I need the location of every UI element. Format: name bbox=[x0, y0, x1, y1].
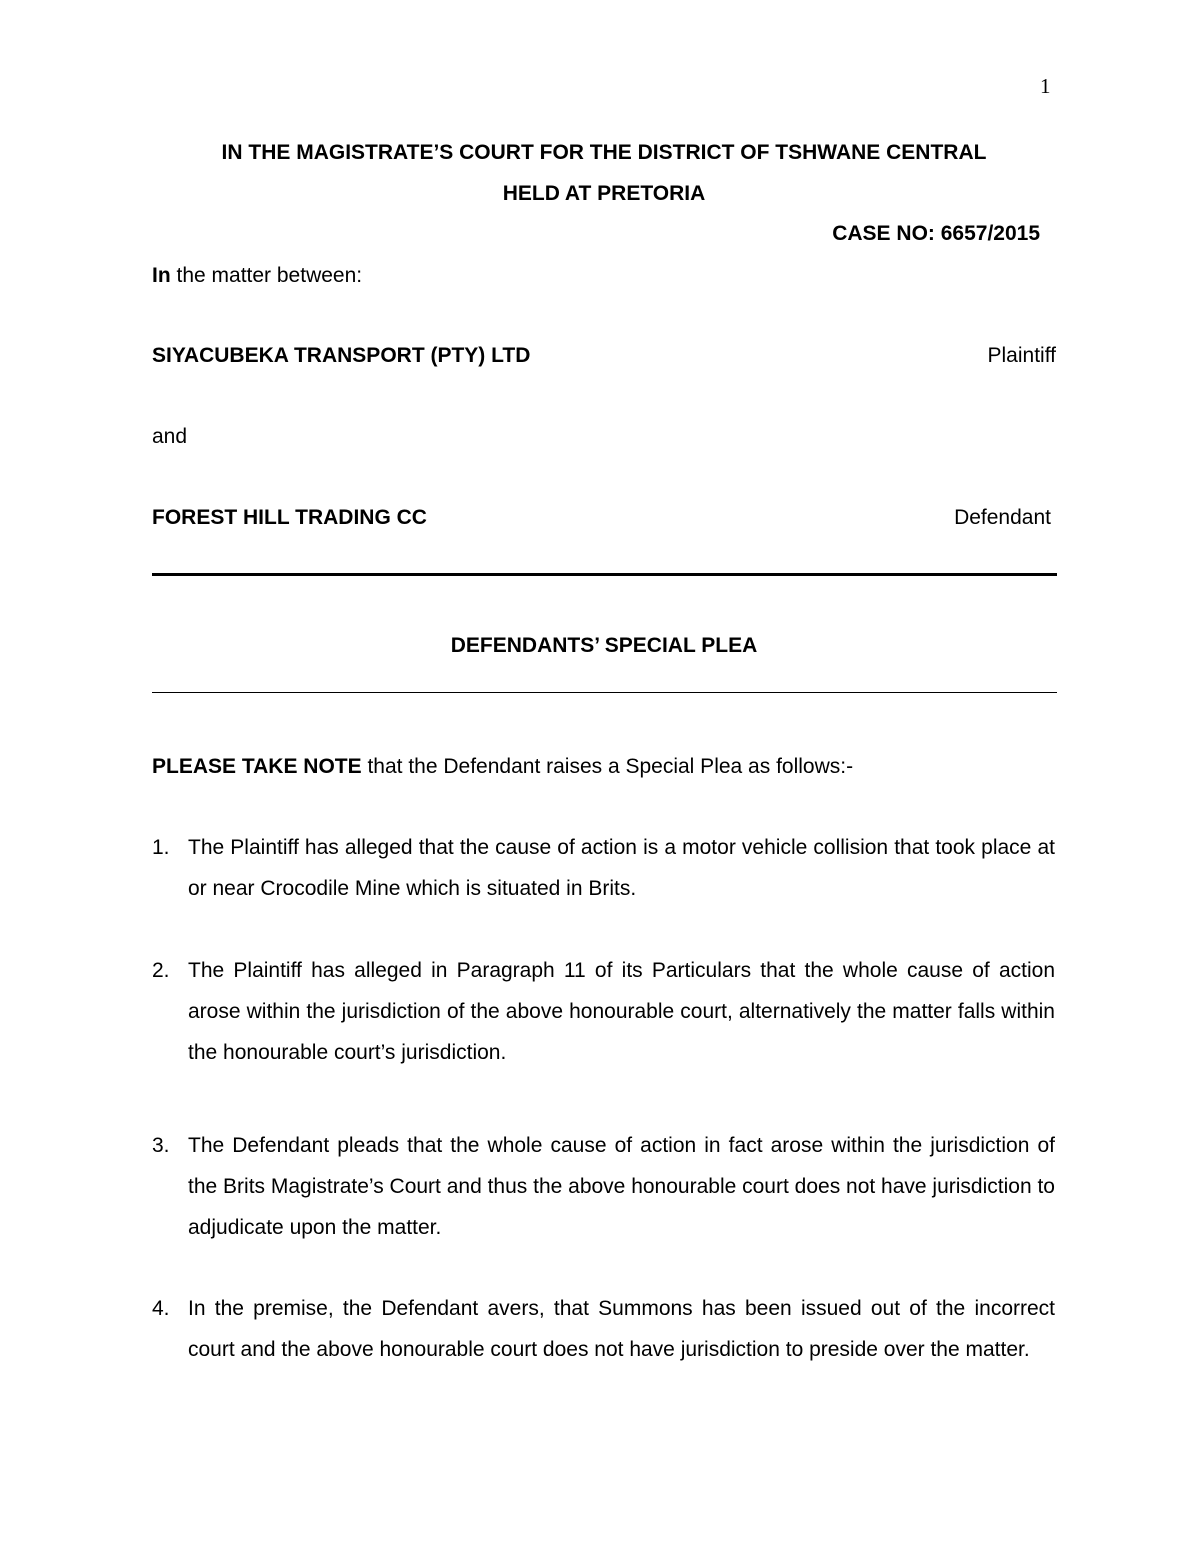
list-item-text: The Plaintiff has alleged in Paragraph 11 of its Particulars that the whole cause of action arose within the jurisdiction of the above honourable court, alternatively the matter falls within the honourable court’s jurisdiction. bbox=[188, 959, 1055, 1064]
matter-rest: the matter between: bbox=[170, 264, 363, 287]
thin-divider bbox=[152, 692, 1057, 693]
list-item-number: 4. bbox=[152, 1297, 170, 1320]
court-heading-line-1: IN THE MAGISTRATE’S COURT FOR THE DISTRICT OF TSHWANE CENTRAL bbox=[221, 141, 987, 164]
list-item-text: The Plaintiff has alleged that the cause of action is a motor vehicle collision that took place at or near Crocodile Mine which is situated in Brits. bbox=[188, 836, 1055, 900]
plaintiff-name: SIYACUBEKA TRANSPORT (PTY) LTD bbox=[152, 344, 531, 367]
and-text: and bbox=[152, 425, 188, 448]
case-number: CASE NO: 6657/2015 bbox=[832, 222, 1040, 245]
thick-divider bbox=[152, 573, 1057, 576]
document-title: DEFENDANTS’ SPECIAL PLEA bbox=[450, 634, 758, 657]
notice-line bbox=[152, 754, 853, 780]
plaintiff-role: Plaintiff bbox=[987, 344, 1056, 367]
notice-lead: PLEASE TAKE NOTE bbox=[152, 755, 362, 778]
list-item-number: 2. bbox=[152, 959, 170, 982]
defendant-role: Defendant bbox=[954, 506, 1051, 529]
defendant-name: FOREST HILL TRADING CC bbox=[152, 506, 427, 529]
court-heading-line-2: HELD AT PRETORIA bbox=[502, 182, 706, 205]
page-number: 1 bbox=[1040, 74, 1051, 98]
list-item-number: 3. bbox=[152, 1134, 170, 1157]
notice-rest: that the Defendant raises a Special Plea as follows:- bbox=[361, 755, 854, 778]
list-item-number: 1. bbox=[152, 836, 170, 859]
list-item-text: The Defendant pleads that the whole cause of action in fact arose within the jurisdiction of the Brits Magistrate’s Court and thus the above honourable court does not have jurisdiction to adjudicate upon the matter. bbox=[188, 1134, 1055, 1239]
matter-between bbox=[152, 263, 362, 289]
list-item-text: In the premise, the Defendant avers, that Summons has been issued out of the incorrect court and the above honourable court does not have jurisdiction to preside over the matter. bbox=[188, 1297, 1055, 1361]
matter-lead: In bbox=[152, 264, 171, 287]
